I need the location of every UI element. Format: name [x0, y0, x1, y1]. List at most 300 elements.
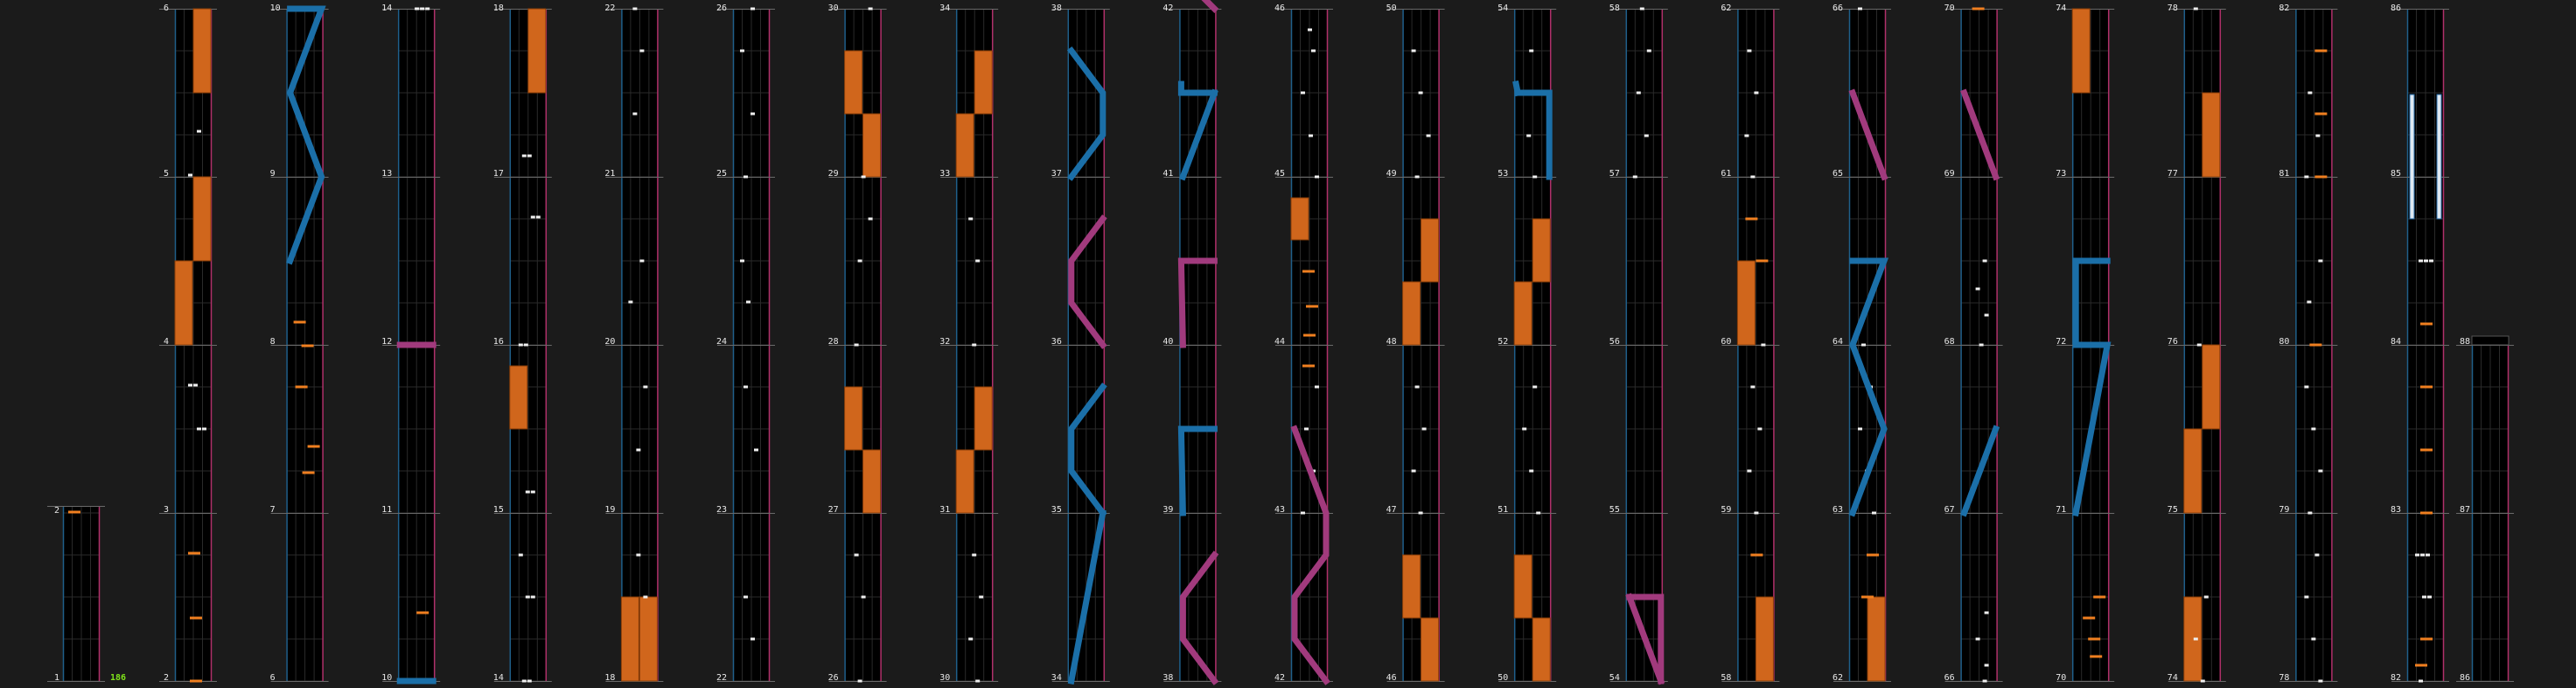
measure-number: 26 — [716, 4, 728, 13]
tap-note-icon — [1427, 135, 1431, 137]
measure-number: 9 — [269, 169, 276, 179]
tap-note-icon — [743, 596, 748, 599]
tap-note-icon — [1532, 386, 1537, 389]
tap-note-icon — [1757, 428, 1762, 431]
orange-marker — [1972, 8, 1985, 11]
measure-number: 45 — [1274, 169, 1286, 179]
tap-note-icon — [743, 386, 748, 389]
tap-note-icon — [632, 113, 637, 116]
hold-note-icon — [1291, 198, 1309, 240]
orange-marker — [2090, 656, 2102, 658]
tap-note-icon — [1979, 344, 1984, 347]
hold-note-icon — [1737, 261, 1755, 345]
measure-number: 56 — [1609, 337, 1620, 347]
tap-note-icon — [1647, 50, 1651, 53]
tap-note-icon — [636, 449, 640, 452]
tap-note-icon — [968, 638, 973, 641]
measure-number: 30 — [827, 4, 839, 13]
tap-note-icon — [869, 218, 873, 221]
tap-note-icon — [1754, 92, 1758, 95]
tap-note-icon — [858, 260, 862, 263]
tap-note-icon — [636, 554, 640, 557]
measure-number: 65 — [1833, 169, 1844, 179]
measure-number: 44 — [1274, 337, 1286, 347]
measure-number: 17 — [492, 169, 504, 179]
measure-number: 82 — [2391, 673, 2402, 683]
measure-number: 23 — [716, 505, 728, 515]
tap-note-icon — [1422, 428, 1427, 431]
hold-note-icon — [2184, 597, 2202, 681]
hold-note-icon — [1532, 618, 1550, 681]
measure-number: 34 — [939, 4, 951, 13]
tap-note-icon — [862, 176, 866, 179]
tap-note-icon — [862, 596, 866, 599]
tap-note-icon — [2304, 386, 2308, 389]
measure-number: 66 — [1944, 673, 1955, 683]
measure-number: 78 — [2279, 673, 2290, 683]
measure-number: 12 — [381, 337, 393, 347]
hold-note-icon — [1514, 282, 1532, 345]
tap-note-icon — [2424, 260, 2428, 263]
measure-number: 32 — [939, 337, 951, 347]
tap-note-icon — [2194, 638, 2198, 641]
measure-number: 7 — [269, 505, 276, 515]
tap-note-icon — [1633, 176, 1637, 179]
tap-note-icon — [527, 155, 532, 158]
tap-note-icon — [193, 384, 198, 387]
tap-note-icon — [531, 216, 535, 219]
tap-note-icon — [2315, 135, 2320, 137]
measure-number: 21 — [604, 169, 616, 179]
hold-note-icon — [639, 597, 657, 681]
measure-number: 54 — [1497, 4, 1509, 13]
tap-note-icon — [2318, 470, 2322, 473]
tap-note-icon — [975, 680, 980, 683]
tap-note-icon — [975, 260, 980, 263]
tap-note-icon — [2422, 596, 2426, 599]
tap-note-icon — [1976, 638, 1980, 641]
measure-number: 2 — [54, 506, 60, 516]
measure-number: 46 — [1274, 4, 1286, 13]
tap-note-icon — [1315, 176, 1319, 179]
orange-marker — [296, 386, 308, 389]
hold-note-icon — [1756, 597, 1773, 681]
measure-number: 84 — [2391, 337, 2402, 347]
orange-marker — [2314, 176, 2327, 179]
tap-note-icon — [1412, 50, 1416, 53]
tap-note-icon — [2420, 554, 2425, 557]
measure-number: 66 — [1833, 4, 1844, 13]
measure-number: 88 — [2460, 337, 2471, 347]
tap-note-icon — [1532, 176, 1537, 179]
measure-number: 60 — [1721, 337, 1732, 347]
measure-number: 31 — [939, 505, 951, 515]
orange-marker — [1867, 554, 1879, 557]
tap-note-icon — [1744, 135, 1749, 137]
tap-note-icon — [522, 155, 527, 158]
tap-note-icon — [1861, 344, 1866, 347]
orange-marker — [2088, 638, 2100, 641]
orange-marker — [2415, 664, 2427, 667]
orange-marker — [2420, 386, 2433, 389]
measure-number: 62 — [1833, 673, 1844, 683]
hold-note-icon — [863, 450, 881, 513]
orange-marker — [1756, 260, 1768, 263]
measure-number: 80 — [2279, 337, 2290, 347]
tap-note-icon — [1304, 428, 1309, 431]
tap-note-icon — [1301, 512, 1305, 515]
tap-note-icon — [1872, 512, 1876, 515]
tap-note-icon — [1415, 176, 1420, 179]
tap-note-icon — [979, 596, 983, 599]
measure-number: 74 — [2056, 4, 2067, 13]
measure-number: 18 — [604, 673, 616, 683]
measure-number: 67 — [1944, 505, 1955, 515]
tap-note-icon — [743, 176, 748, 179]
measure-number: 10 — [381, 673, 393, 683]
tap-note-icon — [972, 344, 976, 347]
tap-note-icon — [1750, 386, 1755, 389]
orange-marker — [1302, 270, 1315, 273]
measure-number: 72 — [2056, 337, 2067, 347]
measure-number: 24 — [716, 337, 728, 347]
hold-note-icon — [863, 114, 881, 177]
orange-marker — [2083, 617, 2095, 620]
measure-number: 68 — [1944, 337, 1955, 347]
measure-number: 6 — [164, 4, 170, 13]
hold-note-icon — [2203, 345, 2220, 429]
tap-note-icon — [1637, 92, 1641, 95]
measure-number: 51 — [1497, 505, 1509, 515]
orange-marker — [303, 472, 315, 474]
light-bar — [2410, 95, 2414, 219]
measure-number: 26 — [827, 673, 839, 683]
tap-note-icon — [855, 554, 859, 557]
measure-number: 64 — [1833, 337, 1844, 347]
measure-number: 49 — [1386, 169, 1397, 179]
measure-number: 82 — [2279, 4, 2290, 13]
tap-note-icon — [1761, 344, 1765, 347]
measure-number: 59 — [1721, 505, 1732, 515]
tap-note-icon — [2194, 8, 2198, 11]
tap-note-icon — [1301, 92, 1305, 95]
tap-note-icon — [526, 491, 530, 494]
measure-number: 4 — [164, 337, 170, 347]
measure-number: 87 — [2460, 505, 2471, 515]
measure-number: 52 — [1497, 337, 1509, 347]
measure-number: 34 — [1051, 673, 1062, 683]
measure-number: 33 — [939, 169, 951, 179]
tap-note-icon — [1308, 29, 1312, 32]
tap-note-icon — [1640, 8, 1644, 11]
tap-note-icon — [1858, 8, 1862, 11]
measure-number: 73 — [2056, 169, 2067, 179]
orange-marker — [2420, 323, 2433, 326]
orange-marker — [68, 511, 80, 514]
tap-note-icon — [639, 260, 644, 263]
tap-note-icon — [869, 8, 873, 11]
measure-number: 5 — [164, 169, 170, 179]
tap-note-icon — [628, 301, 632, 304]
orange-marker — [190, 617, 202, 620]
tap-note-icon — [2307, 301, 2311, 304]
measure-number: 42 — [1162, 4, 1174, 13]
orange-marker — [416, 612, 429, 614]
measure-number: 70 — [2056, 673, 2067, 683]
tap-note-icon — [1754, 512, 1758, 515]
measure-number: 36 — [1051, 337, 1062, 347]
hold-note-icon — [1403, 282, 1421, 345]
tap-note-icon — [1985, 664, 1989, 667]
tap-note-icon — [527, 680, 532, 683]
hold-note-icon — [175, 261, 192, 345]
tap-note-icon — [1311, 50, 1316, 53]
light-bar — [2437, 95, 2441, 219]
hold-note-icon — [1421, 219, 1439, 282]
measure-number: 69 — [1944, 169, 1955, 179]
tap-note-icon — [197, 130, 201, 133]
hold-note-icon — [2072, 9, 2090, 93]
hold-note-icon — [1403, 555, 1421, 618]
tap-note-icon — [2197, 344, 2202, 347]
measure-number: 35 — [1051, 505, 1062, 515]
tap-note-icon — [643, 386, 647, 389]
measure-number: 30 — [939, 673, 951, 683]
measure-number: 58 — [1721, 673, 1732, 683]
hold-note-icon — [2203, 93, 2220, 177]
tap-note-icon — [519, 344, 523, 347]
orange-marker — [1745, 218, 1757, 221]
tap-note-icon — [740, 50, 744, 53]
hold-note-icon — [1867, 597, 1885, 681]
tap-note-icon — [1415, 386, 1420, 389]
measure-number: 63 — [1833, 505, 1844, 515]
tap-note-icon — [2307, 92, 2312, 95]
tap-note-icon — [855, 344, 859, 347]
measure-number: 10 — [269, 4, 281, 13]
tap-note-icon — [425, 8, 429, 11]
hold-note-icon — [1514, 555, 1532, 618]
tap-note-icon — [750, 638, 755, 641]
orange-marker — [1303, 334, 1316, 337]
measure-number: 48 — [1386, 337, 1397, 347]
tap-note-icon — [1750, 176, 1755, 179]
tap-note-icon — [420, 8, 424, 11]
measure-number: 37 — [1051, 169, 1062, 179]
hold-note-icon — [1532, 219, 1550, 282]
tap-note-icon — [1644, 135, 1649, 137]
orange-marker — [1861, 596, 1874, 599]
measure-number: 3 — [164, 505, 170, 515]
tap-note-icon — [524, 344, 528, 347]
orange-marker — [2420, 449, 2433, 452]
measure-number: 83 — [2391, 505, 2402, 515]
measure-number: 8 — [269, 337, 276, 347]
tap-note-icon — [522, 680, 527, 683]
measure-number: 76 — [2167, 337, 2178, 347]
orange-marker — [2309, 344, 2321, 347]
measure-number: 14 — [381, 4, 393, 13]
orange-marker — [190, 680, 202, 683]
tap-note-icon — [1976, 288, 1980, 291]
chart-end-cap — [2472, 336, 2509, 345]
measure-number: 74 — [2167, 673, 2178, 683]
measure-number: 62 — [1721, 4, 1732, 13]
tap-note-icon — [643, 596, 647, 599]
tap-note-icon — [746, 301, 750, 304]
tap-note-icon — [2311, 638, 2315, 641]
tap-note-icon — [1747, 50, 1751, 53]
tap-note-icon — [639, 50, 644, 53]
tap-note-icon — [1309, 135, 1313, 137]
tap-note-icon — [2419, 680, 2423, 683]
measure-number: 15 — [492, 505, 504, 515]
measure-number: 22 — [604, 4, 616, 13]
orange-marker — [2093, 596, 2105, 599]
measure-number: 16 — [492, 337, 504, 347]
measure-number: 70 — [1944, 4, 1955, 13]
measure-number: 53 — [1497, 169, 1509, 179]
hold-note-icon — [510, 366, 527, 429]
tap-note-icon — [1536, 512, 1540, 515]
tap-note-icon — [972, 554, 976, 557]
tap-note-icon — [750, 113, 755, 116]
measure-number: 29 — [827, 169, 839, 179]
tap-note-icon — [1985, 314, 1989, 317]
measure-number: 19 — [604, 505, 616, 515]
measure-number: 11 — [381, 505, 393, 515]
measure-number: 75 — [2167, 505, 2178, 515]
tap-note-icon — [415, 8, 419, 11]
tap-note-icon — [2314, 554, 2319, 557]
tap-note-icon — [2419, 260, 2423, 263]
hold-note-icon — [845, 387, 862, 450]
tap-note-icon — [2304, 176, 2308, 179]
tap-note-icon — [526, 596, 530, 599]
measure-number: 42 — [1274, 673, 1286, 683]
hold-note-icon — [1421, 618, 1439, 681]
tap-note-icon — [2201, 680, 2205, 683]
measure-number: 50 — [1497, 673, 1509, 683]
tap-note-icon — [2427, 596, 2432, 599]
measure-number: 81 — [2279, 169, 2290, 179]
tap-note-icon — [1529, 470, 1533, 473]
orange-marker — [1306, 305, 1318, 308]
hold-note-icon — [2184, 429, 2202, 513]
tap-note-icon — [531, 491, 535, 494]
tap-note-icon — [740, 260, 744, 263]
hold-note-icon — [528, 9, 546, 93]
measure-number: 20 — [604, 337, 616, 347]
measure-number: 43 — [1274, 505, 1286, 515]
tap-note-icon — [536, 216, 541, 219]
measure-number: 86 — [2391, 4, 2402, 13]
tap-note-icon — [531, 596, 535, 599]
measure-number: 50 — [1386, 4, 1397, 13]
tap-note-icon — [968, 218, 973, 221]
orange-marker — [2420, 638, 2433, 641]
measure-number: 71 — [2056, 505, 2067, 515]
measure-number: 58 — [1609, 4, 1620, 13]
hold-note-icon — [956, 450, 974, 513]
hold-note-icon — [974, 51, 992, 114]
measure-number: 13 — [381, 169, 393, 179]
measure-number: 38 — [1162, 673, 1174, 683]
tap-note-icon — [202, 428, 206, 431]
measure-number: 41 — [1162, 169, 1174, 179]
orange-marker — [1302, 365, 1315, 368]
measure-number: 27 — [827, 505, 839, 515]
orange-marker — [188, 552, 200, 555]
tap-note-icon — [2426, 554, 2430, 557]
measure-number: 6 — [269, 673, 276, 683]
hold-note-icon — [193, 177, 211, 261]
orange-marker — [294, 321, 306, 324]
tap-note-icon — [2318, 680, 2322, 683]
tap-note-icon — [632, 8, 637, 11]
tap-note-icon — [2415, 554, 2419, 557]
measure-number: 77 — [2167, 169, 2178, 179]
tap-note-icon — [2204, 596, 2209, 599]
tap-note-icon — [1983, 260, 1987, 263]
hold-note-icon — [956, 114, 974, 177]
tap-note-icon — [858, 680, 862, 683]
tap-note-icon — [1419, 92, 1423, 95]
combo-counter: 186 — [110, 673, 127, 683]
tap-note-icon — [1522, 428, 1526, 431]
measure-number: 85 — [2391, 169, 2402, 179]
slide-path-icon — [1205, 0, 1214, 9]
hold-note-icon — [193, 9, 211, 93]
tap-note-icon — [1985, 612, 1989, 614]
tap-note-icon — [2304, 596, 2308, 599]
hold-note-icon — [974, 387, 992, 450]
tap-note-icon — [754, 449, 758, 452]
tap-note-icon — [750, 8, 755, 11]
orange-marker — [2314, 50, 2327, 53]
measure-number: 22 — [716, 673, 728, 683]
measure-number: 39 — [1162, 505, 1174, 515]
tap-note-icon — [2429, 260, 2433, 263]
tap-note-icon — [1858, 428, 1862, 431]
tap-note-icon — [2307, 512, 2312, 515]
tap-note-icon — [188, 384, 192, 387]
orange-marker — [302, 345, 314, 348]
measure-number: 78 — [2167, 4, 2178, 13]
tap-note-icon — [1983, 680, 1987, 683]
tap-note-icon — [1526, 135, 1531, 137]
measure-number: 86 — [2460, 673, 2471, 683]
orange-marker — [2314, 113, 2327, 116]
tap-note-icon — [1412, 470, 1416, 473]
measure-number: 46 — [1386, 673, 1397, 683]
measure-number: 14 — [492, 673, 504, 683]
measure-number: 57 — [1609, 169, 1620, 179]
measure-number: 54 — [1609, 673, 1620, 683]
tap-note-icon — [519, 554, 523, 557]
hold-note-icon — [621, 597, 639, 681]
measure-number: 25 — [716, 169, 728, 179]
measure-number: 18 — [492, 4, 504, 13]
measure-number: 47 — [1386, 505, 1397, 515]
tap-note-icon — [197, 428, 201, 431]
measure-number: 1 — [54, 673, 60, 683]
measure-number: 2 — [164, 673, 170, 683]
orange-marker — [308, 446, 320, 448]
measure-number: 38 — [1051, 4, 1062, 13]
tap-note-icon — [188, 174, 192, 177]
measure-number: 55 — [1609, 505, 1620, 515]
